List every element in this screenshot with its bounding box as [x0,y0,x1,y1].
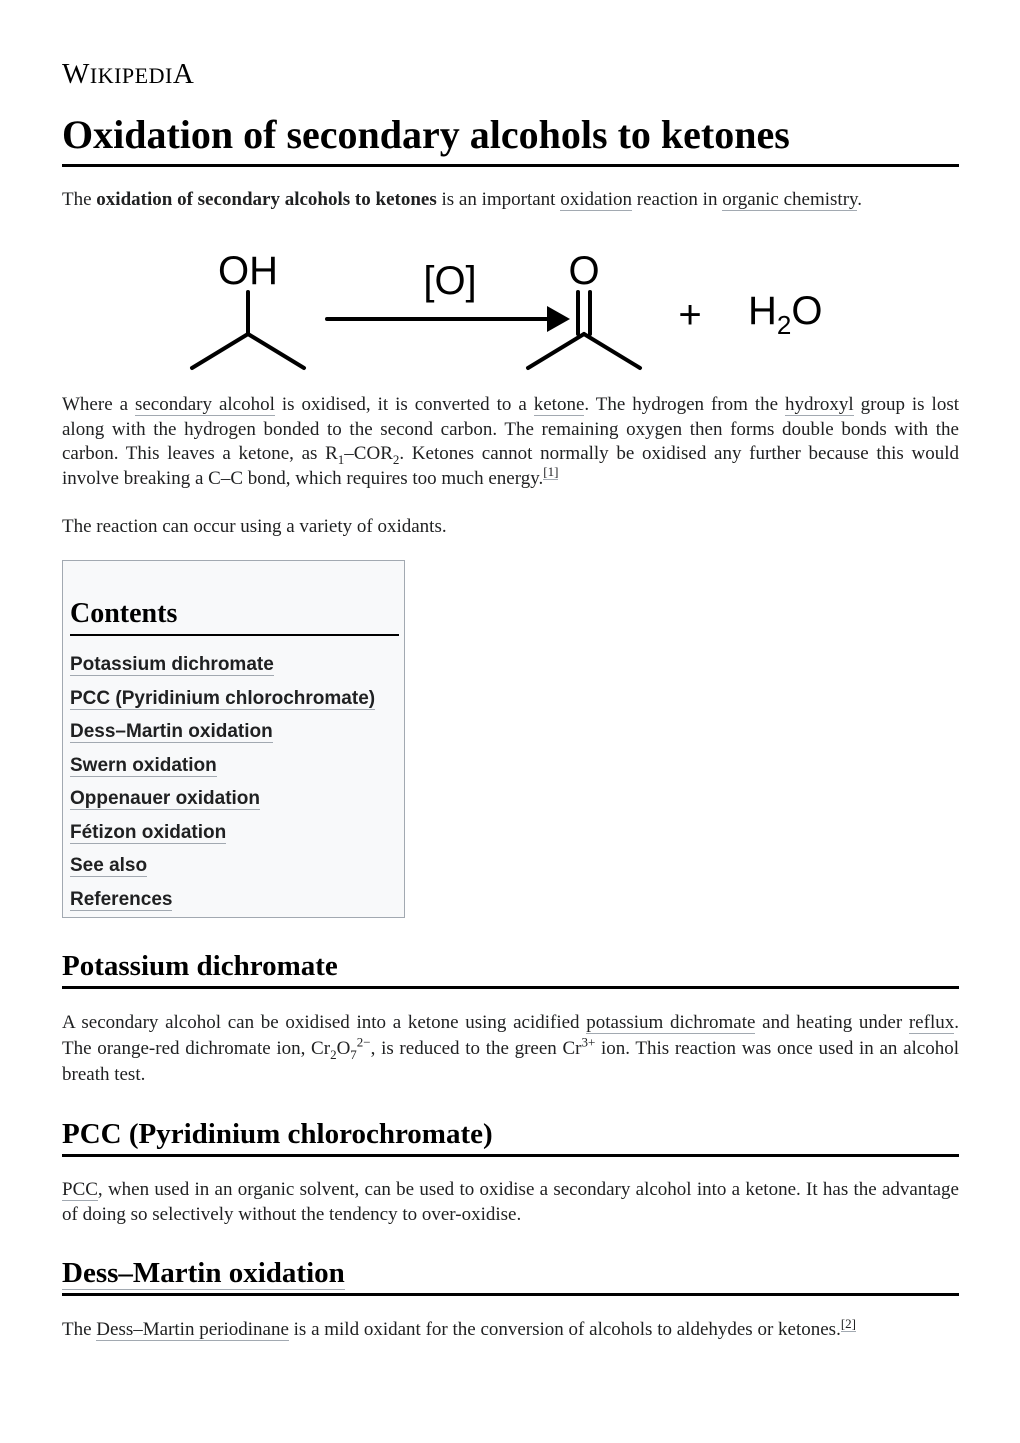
reactant-bond-left [192,334,248,368]
page-title: Oxidation of secondary alcohols to ketones [62,110,959,167]
citation-2[interactable]: [2] [840,1315,856,1331]
bold-term: oxidation of secondary alcohols to ketones [96,189,437,210]
potassium-dichromate-paragraph: A secondary alcohol can be oxidised into a ketone using acidified potassium dichromate and heating under reflux. The orange-red dichromate ion, $Cr_2O_7^{2-}$, is reduced to the green $Cr^{3+}$ ion. This reaction was once used in an alcohol breath test. [62,1012,960,1085]
citation-1[interactable]: [1] [543,464,559,480]
link-pcc[interactable]: PCC [62,1179,98,1200]
intro-paragraph: The oxidation of secondary alcohols to ketones is an important oxidation reaction in organic chemistry. [62,189,863,210]
toc-item-fetizon[interactable]: Fétizon oxidation [70,821,227,843]
reactant-hydroxyl-label: OH [218,249,278,293]
link-secondary-alcohol[interactable]: secondary alcohol [134,394,275,415]
plus-sign: + [678,293,702,337]
link-organic-chemistry[interactable]: organic chemistry [722,189,858,210]
logo-letter-a: A [172,58,195,90]
logo-letters: IKIPEDI [89,63,173,88]
pcc-paragraph: PCC, when used in an organic solvent, can be used to oxidise a secondary alcohol into a ketone. It has the advantage of doing so selectively without the tendency to over-oxidise. [62,1179,959,1225]
toc-item-pcc[interactable]: PCC (Pyridinium chlorochromate) [70,687,376,709]
dess-martin-paragraph: The Dess–Martin periodinane is a mild oxidant for the conversion of alcohols to aldehydes or ketones.[2] [62,1315,856,1340]
link-dess-martin-periodinane[interactable]: Dess–Martin periodinane [96,1319,289,1340]
toc-item-swern[interactable]: Swern oxidation [70,754,217,776]
toc-item-potassium-dichromate[interactable]: Potassium dichromate [70,654,274,675]
toc-list [70,648,375,916]
link-reflux[interactable]: reflux [908,1012,955,1033]
toc-item-dess-martin[interactable]: Dess–Martin oxidation [70,721,273,742]
link-ketone[interactable]: ketone [533,394,585,415]
toc-item-references[interactable]: References [70,888,173,910]
water-formula: $H_2O$ [748,289,823,340]
table-of-contents [62,560,405,918]
reaction-arrow-head [547,306,570,332]
toc-heading: Contents [70,597,399,636]
heading-dess-martin: Dess–Martin oxidation [62,1255,959,1296]
mechanism-paragraph: Where a secondary alcohol is oxidised, it is converted to a ketone. The hydrogen from the hydroxyl group is lost along with the hydrogen bonded to the second carbon. The remaining oxygen then forms double bonds with the carbon. This leaves a ketone, as $R_1-COR_2$. Ketones cannot normally be oxidised any further because this would involve breaking a C–C bond, which requires too much energy.[1] [62,394,959,489]
logo-letter-w: W [62,58,90,90]
link-potassium-dichromate[interactable]: potassium dichromate [586,1012,756,1033]
toc-item-oppenauer[interactable]: Oppenauer oxidation [70,788,261,809]
heading-potassium-dichromate: Potassium dichromate [62,948,959,989]
wikipedia-logo[interactable] [62,58,194,91]
reactant-bond-right [248,334,304,368]
toc-item-see-also[interactable]: See also [70,855,148,876]
product-bond-left [528,334,584,368]
heading-pcc: PCC (Pyridinium chlorochromate) [62,1116,959,1157]
product-oxygen-label: O [568,249,600,293]
reagent-label: [O] [423,259,477,303]
link-oxidation[interactable]: oxidation [560,189,632,210]
reaction-diagram [182,242,842,382]
oxidants-paragraph: The reaction can occur using a variety of oxidants. [62,516,447,537]
product-bond-right [584,334,640,368]
link-hydroxyl[interactable]: hydroxyl [785,394,854,415]
